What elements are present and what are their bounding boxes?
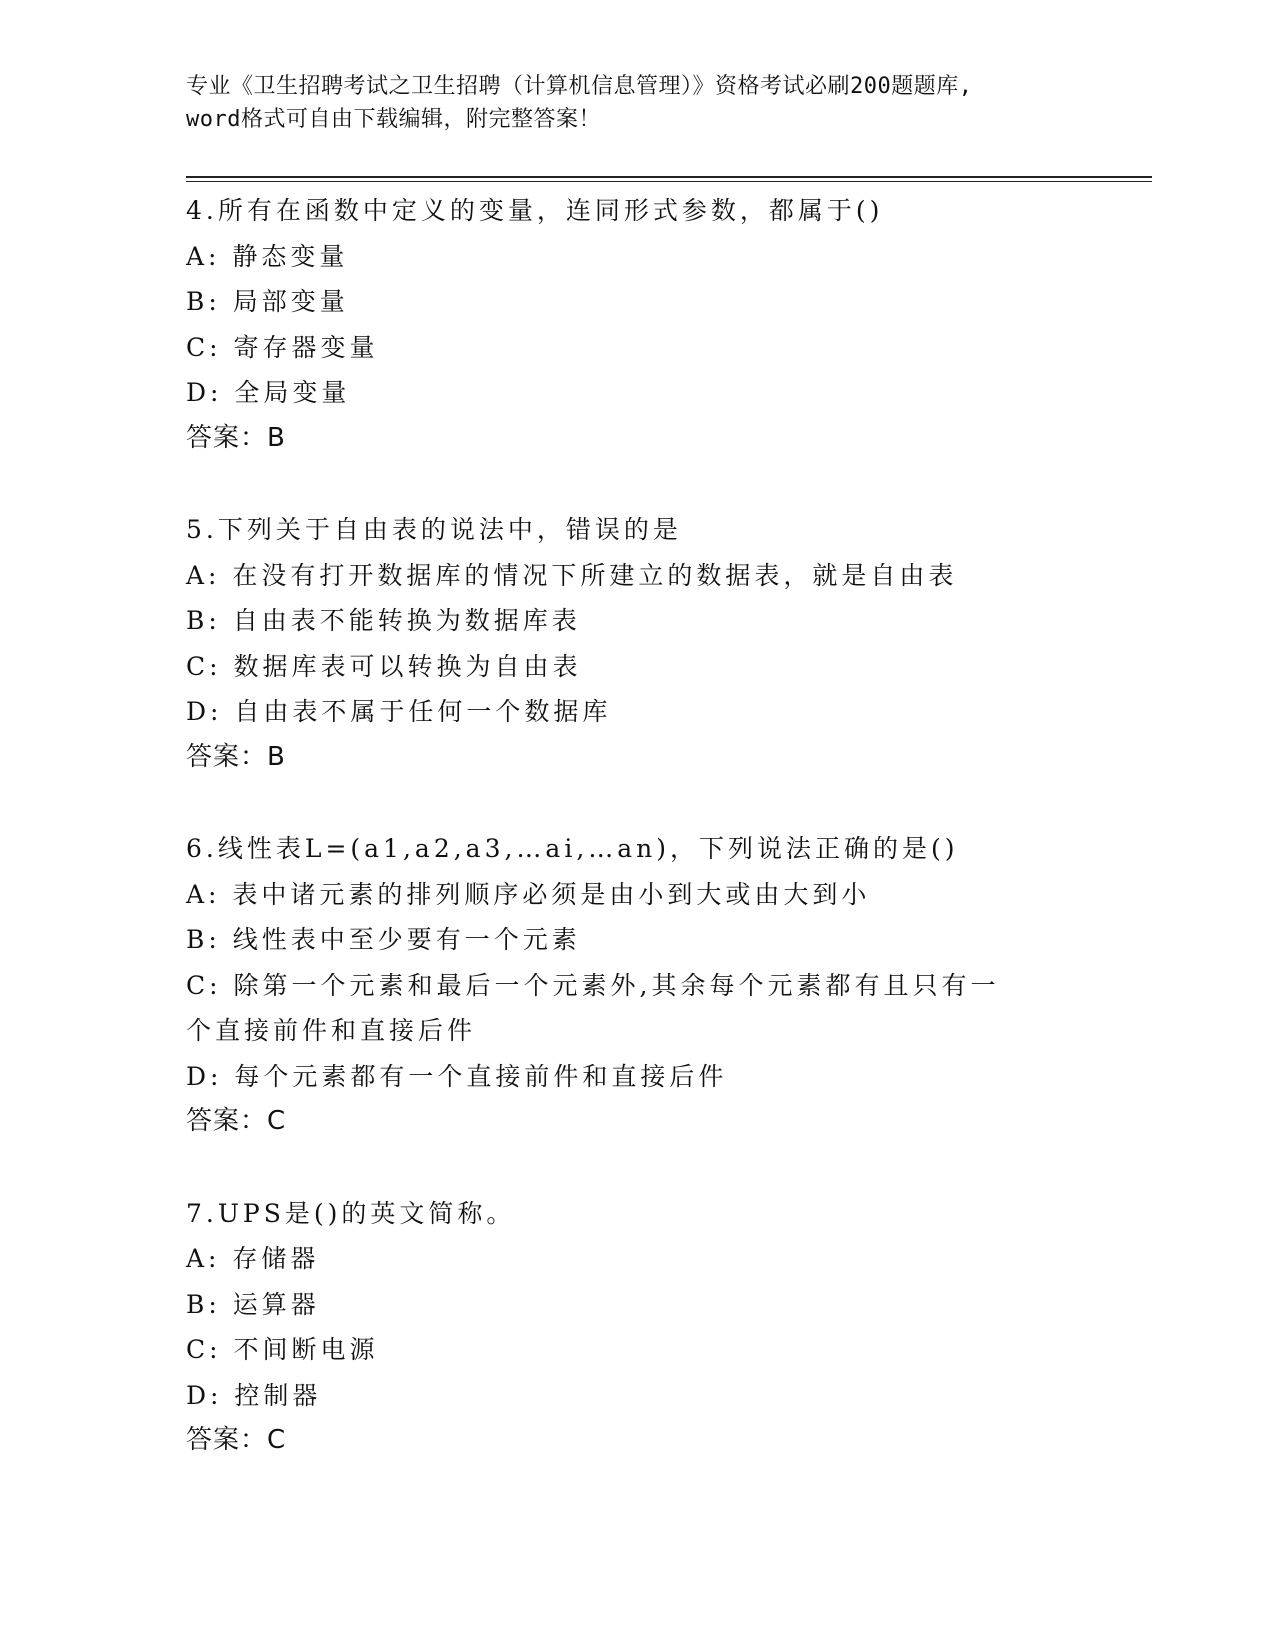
option-b: B: 运算器 [186, 1289, 320, 1319]
answer-label: 答案：B [186, 741, 286, 772]
option-b: B: 自由表不能转换为数据库表 [186, 606, 581, 635]
question-5 [186, 507, 1086, 780]
question-stem: 7.UPS是()的英文简称。 [186, 1198, 516, 1228]
option-d: D: 控制器 [186, 1380, 322, 1410]
question-stem: 5.下列关于自由表的说法中，错误的是 [186, 515, 682, 544]
question-list [186, 188, 1086, 1510]
option-a: A: 静态变量 [186, 241, 349, 271]
question-7 [186, 1191, 1086, 1464]
option-c: C: 寄存器变量 [186, 332, 379, 362]
option-d: D: 每个元素都有一个直接前件和直接后件 [186, 1061, 728, 1091]
answer-label: 答案：C [186, 1425, 287, 1455]
option-d: D: 自由表不属于任何一个数据库 [186, 697, 612, 726]
option-a: A: 表中诸元素的排列顺序必须是由小到大或由大到小 [186, 879, 871, 909]
answer-label: 答案：C [186, 1106, 287, 1136]
header-divider [186, 176, 1152, 182]
document-header [186, 70, 1086, 136]
question-stem: 4.所有在函数中定义的变量，连同形式参数，都属于() [186, 196, 884, 225]
header-line-1: 专业《卫生招聘考试之卫生招聘（计算机信息管理）》资格考试必刷200题题库, [186, 74, 973, 99]
question-6 [186, 826, 1086, 1145]
answer-label: 答案：B [186, 422, 286, 453]
header-line-2: word格式可自由下载编辑，附完整答案！ [186, 107, 601, 132]
question-stem: 6.线性表L=(a1,a2,a3,…ai,…an)，下列说法正确的是() [186, 834, 959, 863]
option-d: D: 全局变量 [186, 378, 351, 407]
option-c: C: 数据库表可以转换为自由表 [186, 651, 582, 681]
option-a: A: 在没有打开数据库的情况下所建立的数据表，就是自由表 [186, 560, 958, 590]
option-a: A: 存储器 [186, 1244, 320, 1273]
option-b: B: 线性表中至少要有一个元素 [186, 925, 581, 954]
question-4 [186, 188, 1086, 461]
option-c: C: 除第一个元素和最后一个元素外,其余每个元素都有且只有一个直接前件和直接后件 [186, 970, 1000, 1045]
option-b: B: 局部变量 [186, 287, 349, 316]
option-c: C: 不间断电源 [186, 1335, 379, 1364]
